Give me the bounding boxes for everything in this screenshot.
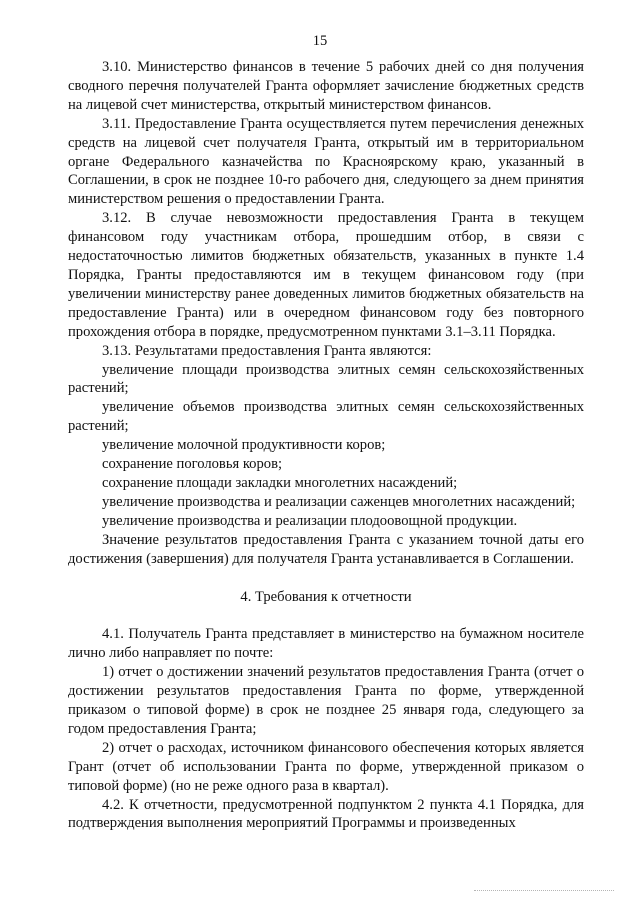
section-heading: 4. Требования к отчетности <box>240 589 412 606</box>
paragraph-3-13: 3.13. Результатами предоставления Гранта являются: <box>102 342 432 359</box>
paragraph-3-12: 3.12. В случае невозможности предоставления Гранта в текущем финансовом году участникам отбора, прошедшим отбор, в связи с недостаточностью лимитов бюджетных обязательств, указанных в пункте 1.4 Порядка, Гранты предоставляются им в текущем финансовом году (при увеличении министерству ранее доведенных лимитов бюджетных обязательств на предоставление Гранта) или в очередном финансовом году без повторного прохождения отбора в порядке, предусмотренном пунктами 3.1–3.11 Порядка. <box>68 210 584 340</box>
document-body <box>68 58 584 833</box>
paragraph-result-values: Значение результатов предоставления Гранта с указанием точной даты его достижения (завершения) для получателя Гранта устанавливается в Соглашении. <box>68 531 584 567</box>
result-item-seedlings: увеличение производства и реализации саженцев многолетних насаждений; <box>102 493 576 510</box>
paragraph-4-1-item-1: 1) отчет о достижении значений результатов предоставления Гранта (отчет о достижении результатов предоставления Гранта по форме, утвержденной приказом о типовой форме) в срок не позднее 25 января года, следующего за годом предоставления Гранта; <box>68 664 584 737</box>
result-item-milk-productivity: увеличение молочной продуктивности коров; <box>102 437 386 454</box>
result-item-seed-volume: увеличение объемов производства элитных семян сельскохозяйственных растений; <box>68 399 584 435</box>
paragraph-3-11: 3.11. Предоставление Гранта осуществляется путем перечисления денежных средств на лицевой счет получателя Гранта, открытый им в территориальном органе Федерального казначейства по Красноярскому краю, указанный в Соглашении, в срок не позднее 10-го рабочего дня, следующего за днем принятия министерством решения о предоставлении Гранта. <box>68 115 584 208</box>
page-number: 15 <box>312 33 328 49</box>
result-item-cow-livestock: сохранение поголовья коров; <box>102 456 283 473</box>
scan-artifact <box>474 890 614 893</box>
paragraph-3-10: 3.10. Министерство финансов в течение 5 рабочих дней со дня получения сводного перечня получателей Гранта оформляет зачисление бюджетных средств на лицевой счет министерства, открытый министерством финансов. <box>68 59 584 113</box>
result-item-seed-area: увеличение площади производства элитных семян сельскохозяйственных растений; <box>68 361 584 397</box>
paragraph-4-2: 4.2. К отчетности, предусмотренной подпунктом 2 пункта 4.1 Порядка, для подтверждения выполнения мероприятий Программы и произведенных <box>68 796 584 832</box>
result-item-fruit-vegetable: увеличение производства и реализации плодоовощной продукции. <box>102 512 518 529</box>
paragraph-4-1: 4.1. Получатель Гранта представляет в министерство на бумажном носителе лично либо направляет по почте: <box>68 626 584 662</box>
result-item-perennial-area: сохранение площади закладки многолетних насаждений; <box>102 474 458 491</box>
paragraph-4-1-item-2: 2) отчет о расходах, источником финансового обеспечения которых является Грант (отчет об использовании Гранта по форме, утвержденной приказом о типовой форме) (но не реже одного раза в квартал). <box>68 739 584 794</box>
